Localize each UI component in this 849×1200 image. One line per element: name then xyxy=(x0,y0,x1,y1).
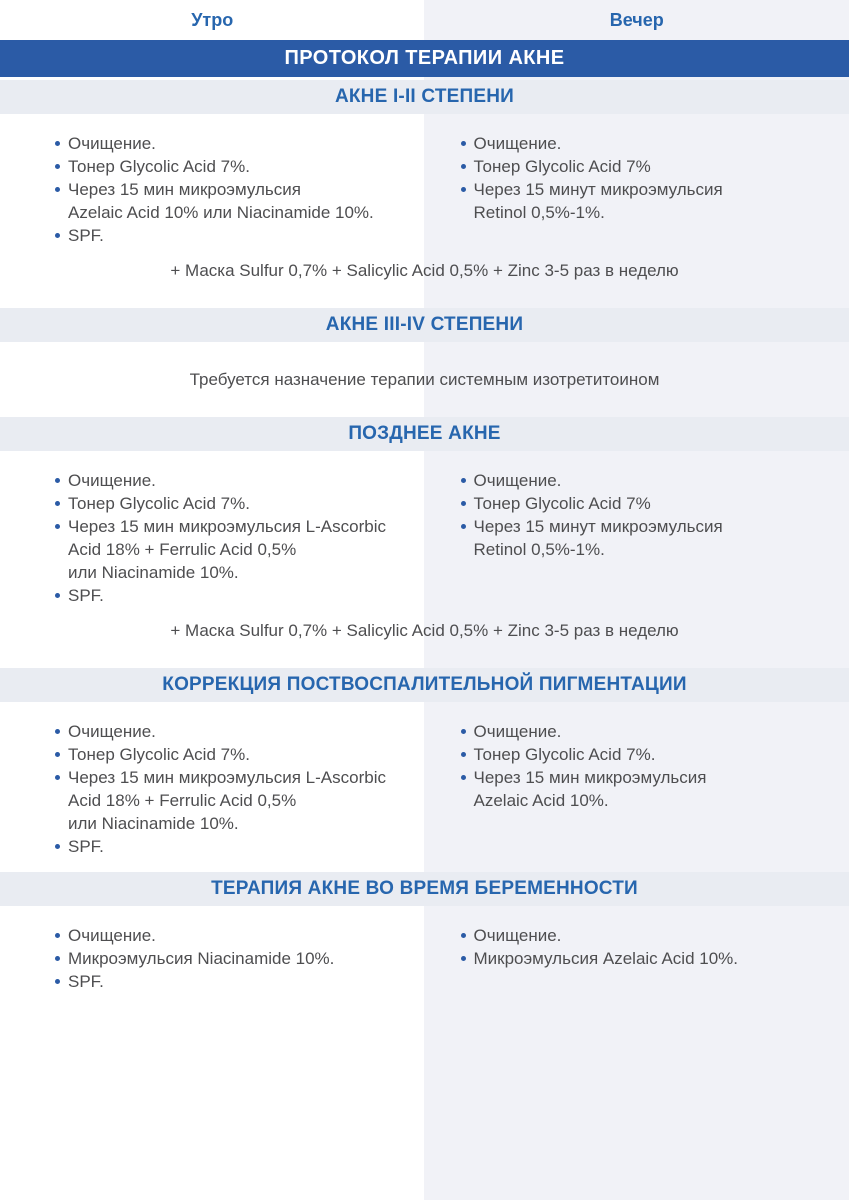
list-item: Очищение. xyxy=(461,132,840,155)
list-item: Тонер Glycolic Acid 7%. xyxy=(55,743,434,766)
section-columns xyxy=(0,451,849,607)
column-header-morning: Утро xyxy=(191,9,234,30)
section-title-pregnancy: ТЕРАПИЯ АКНЕ ВО ВРЕМЯ БЕРЕМЕННОСТИ xyxy=(0,872,849,906)
morning-list xyxy=(0,132,444,247)
mask-footnote: + Маска Sulfur 0,7% + Salicylic Acid 0,5% + Zinc 3-5 раз в неделю xyxy=(170,261,679,280)
list-item: Очищение. xyxy=(461,469,840,492)
list-item: Очищение. xyxy=(55,924,434,947)
list-item: Тонер Glycolic Acid 7% xyxy=(461,492,840,515)
list-item: Тонер Glycolic Acid 7%. xyxy=(461,743,840,766)
list-item: SPF. xyxy=(55,835,434,858)
list-item: Через 15 минут микроэмульсия Retinol 0,5%-1%. xyxy=(461,178,840,224)
evening-list xyxy=(444,132,849,247)
list-item: SPF. xyxy=(55,584,434,607)
list-item: Очищение. xyxy=(461,924,840,947)
section-acne-1-2 xyxy=(0,80,849,282)
section-pigmentation xyxy=(0,668,849,858)
list-item: Микроэмульсия Azelaic Acid 10%. xyxy=(461,947,840,970)
morning-list xyxy=(0,924,444,993)
list-item: Микроэмульсия Niacinamide 10%. xyxy=(55,947,434,970)
list-item: Очищение. xyxy=(55,132,434,155)
list-item: Через 15 мин микроэмульсия L-Ascorbic Acid 18% + Ferrulic Acid 0,5% или Niacinamide 10%. xyxy=(55,766,434,835)
list-item: Очищение. xyxy=(55,469,434,492)
section-columns xyxy=(0,906,849,993)
list-item: Тонер Glycolic Acid 7%. xyxy=(55,155,434,178)
evening-list xyxy=(444,720,849,858)
systemic-therapy-note: Требуется назначение терапии системным изотретитоином xyxy=(189,370,660,389)
section-acne-3-4 xyxy=(0,308,849,391)
column-header-evening: Вечер xyxy=(609,9,664,30)
list-item: SPF. xyxy=(55,970,434,993)
section-pregnancy xyxy=(0,872,849,993)
protocol-title-banner: ПРОТОКОЛ ТЕРАПИИ АКНЕ xyxy=(0,40,849,77)
mask-footnote: + Маска Sulfur 0,7% + Salicylic Acid 0,5% + Zinc 3-5 раз в неделю xyxy=(170,621,679,640)
section-title-acne-1-2: АКНЕ I-II СТЕПЕНИ xyxy=(0,80,849,114)
list-item: Тонер Glycolic Acid 7%. xyxy=(55,492,434,515)
morning-list xyxy=(0,720,444,858)
list-item: Тонер Glycolic Acid 7% xyxy=(461,155,840,178)
section-late-acne xyxy=(0,417,849,642)
list-item: Через 15 мин микроэмульсия Azelaic Acid 10% или Niacinamide 10%. xyxy=(55,178,434,224)
section-columns xyxy=(0,702,849,858)
section-columns xyxy=(0,114,849,247)
list-item: Очищение. xyxy=(55,720,434,743)
list-item: Через 15 минут микроэмульсия Retinol 0,5%-1%. xyxy=(461,515,840,561)
list-item: Через 15 мин микроэмульсия L-Ascorbic Acid 18% + Ferrulic Acid 0,5% или Niacinamide 10%. xyxy=(55,515,434,584)
section-title-late-acne: ПОЗДНЕЕ АКНЕ xyxy=(0,417,849,451)
list-item: Очищение. xyxy=(461,720,840,743)
morning-list xyxy=(0,469,444,607)
column-headers xyxy=(0,0,849,40)
evening-list xyxy=(444,924,849,993)
section-title-acne-3-4: АКНЕ III-IV СТЕПЕНИ xyxy=(0,308,849,342)
evening-list xyxy=(444,469,849,607)
list-item: Через 15 мин микроэмульсия Azelaic Acid 10%. xyxy=(461,766,840,812)
section-title-pigmentation: КОРРЕКЦИЯ ПОСТВОСПАЛИТЕЛЬНОЙ ПИГМЕНТАЦИИ xyxy=(0,668,849,702)
list-item: SPF. xyxy=(55,224,434,247)
